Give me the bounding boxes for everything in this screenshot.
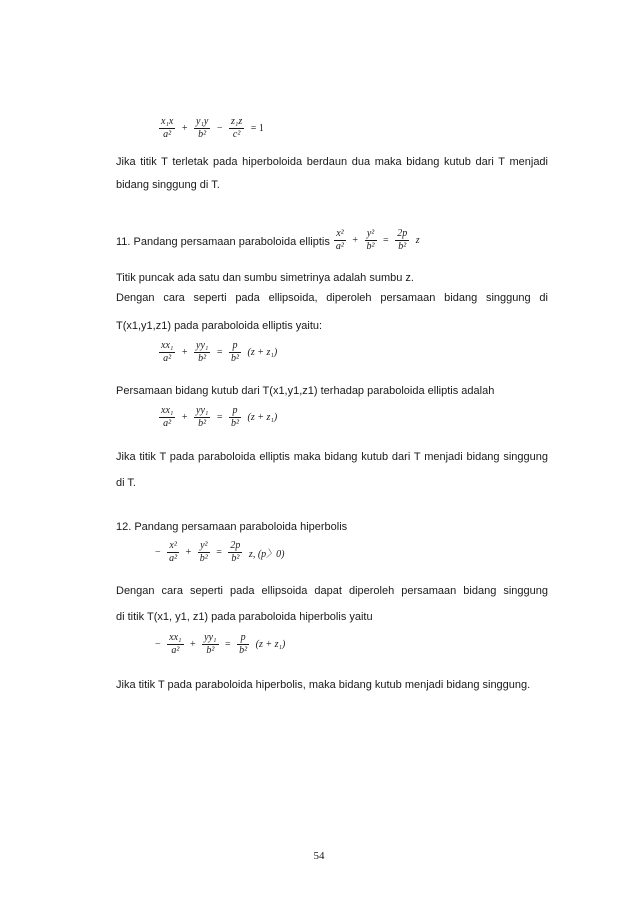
eq-tail: z: [415, 234, 420, 246]
eq-term2-denominator: b²: [198, 353, 207, 364]
equation-paraboloid-hyperbolic-tangent: [152, 632, 288, 657]
eq-term1-denominator: a²: [163, 418, 172, 429]
eq-term3-denominator: b²: [231, 353, 239, 364]
eq-operator: +: [190, 639, 196, 650]
section-11-p2-line1: Dengan cara seperti pada ellipsoida, diperoleh persamaan bidang singgung di: [116, 292, 548, 304]
eq-term3-numerator: p: [229, 340, 241, 353]
section-11-p2-line2: T(x1,y1,z1) pada paraboloida elliptis yaitu:: [116, 320, 323, 332]
equation-paraboloid-elliptic-polar: [158, 405, 280, 430]
eq-tail: (z + z₁): [247, 347, 278, 358]
eq-tail: z, (p〉0): [248, 549, 285, 560]
eq-operator: +: [181, 347, 188, 358]
eq-term3-numerator: 2p: [397, 228, 408, 240]
eq-term2-numerator: yy₁: [204, 632, 217, 643]
eq-equals: =: [216, 412, 223, 423]
eq-term3-denominator: b²: [231, 418, 239, 429]
eq-equals: =: [216, 547, 222, 558]
section-11-p4: Jika titik T pada paraboloida elliptis maka bidang kutub dari T menjadi bidang singgung di T.: [116, 451, 548, 489]
section-11-p3: Persamaan bidang kutub dari T(x1,y1,z1) terhadap paraboloida elliptis adalah: [116, 385, 495, 397]
eq-term3-numerator: z₁z: [231, 116, 243, 127]
eq-lead-sign: −: [155, 547, 161, 558]
section-12-p1-line1: Dengan cara seperti pada ellipsoida dapat diperoleh persamaan bidang singgung: [116, 585, 548, 597]
eq-equals: =: [216, 347, 223, 358]
paragraph-hyperboloid-tangent: Jika titik T terletak pada hiperboloida berdaun dua maka bidang kutub dari T menjadi bidang singgung di T.: [116, 156, 548, 191]
section-11-p1: Titik puncak ada satu dan sumbu simetrinya adalah sumbu z.: [116, 272, 414, 284]
eq-term2-denominator: b²: [198, 418, 207, 429]
eq-term3-denominator: b²: [398, 241, 407, 253]
eq-term2-numerator: y²: [198, 540, 210, 553]
eq-term2-numerator: y₁y: [196, 116, 209, 127]
eq-term2-denominator: b²: [366, 241, 375, 253]
eq-rhs: = 1: [250, 123, 264, 134]
eq-term3-numerator: 2p: [230, 540, 241, 551]
eq-term1-denominator: a²: [169, 553, 178, 564]
eq-equals: =: [383, 234, 389, 246]
section-12-p2: Jika titik T pada paraboloida hiperbolis, maka bidang kutub menjadi bidang singgung.: [116, 679, 531, 691]
eq-term2-denominator: b²: [198, 129, 207, 140]
eq-lead-sign: −: [155, 639, 161, 650]
eq-term2-numerator: yy₁: [196, 340, 209, 351]
eq-term3-numerator: p: [237, 632, 249, 645]
eq-operator: +: [181, 412, 188, 423]
eq-term2-denominator: b²: [199, 553, 208, 564]
eq-term3-numerator: p: [229, 405, 241, 418]
eq-term2-denominator: b²: [206, 645, 215, 656]
equation-paraboloid-elliptic-tangent: [158, 340, 280, 365]
eq-tail: (z + z₁): [247, 412, 278, 423]
eq-term1-denominator: a²: [163, 129, 172, 140]
section-12-intro: 12. Pandang persamaan paraboloida hiperbolis: [116, 521, 348, 533]
eq-term1-numerator: x₁x: [161, 116, 174, 127]
section-12-p1-line2: di titik T(x1, y1, z1) pada paraboloida hiperbolis yaitu: [116, 611, 373, 623]
eq-term2-numerator: yy₁: [196, 405, 209, 416]
eq-term3-denominator: c²: [232, 129, 241, 140]
eq-term1-numerator: xx₁: [161, 340, 174, 351]
page-number: 54: [313, 850, 325, 862]
eq-term1-numerator: x²: [167, 540, 179, 553]
eq-term1-numerator: xx₁: [161, 405, 174, 416]
section-11-intro: 11. Pandang persamaan paraboloida elliptis: [116, 236, 330, 248]
eq-term2-numerator: y²: [365, 228, 377, 241]
eq-term3-denominator: b²: [231, 553, 240, 564]
eq-term1-numerator: xx₁: [169, 632, 182, 643]
eq-operator: +: [352, 234, 359, 246]
eq-tail: (z + z₁): [255, 639, 286, 650]
eq-equals: =: [225, 639, 231, 650]
eq-term1-denominator: a²: [171, 645, 180, 656]
eq-term1-numerator: x²: [334, 228, 346, 241]
equation-hyperboloid-polar: [158, 116, 267, 141]
section-11-intro-line: [116, 230, 548, 255]
equation-paraboloid-hyperbolic: [152, 540, 287, 565]
eq-term3-denominator: b²: [239, 645, 248, 656]
eq-operator: −: [216, 123, 223, 134]
eq-term1-denominator: a²: [163, 353, 172, 364]
eq-operator: +: [185, 547, 192, 558]
eq-term1-denominator: a²: [335, 241, 344, 253]
eq-operator: +: [181, 123, 188, 134]
equation-paraboloid-elliptic: [333, 228, 423, 253]
